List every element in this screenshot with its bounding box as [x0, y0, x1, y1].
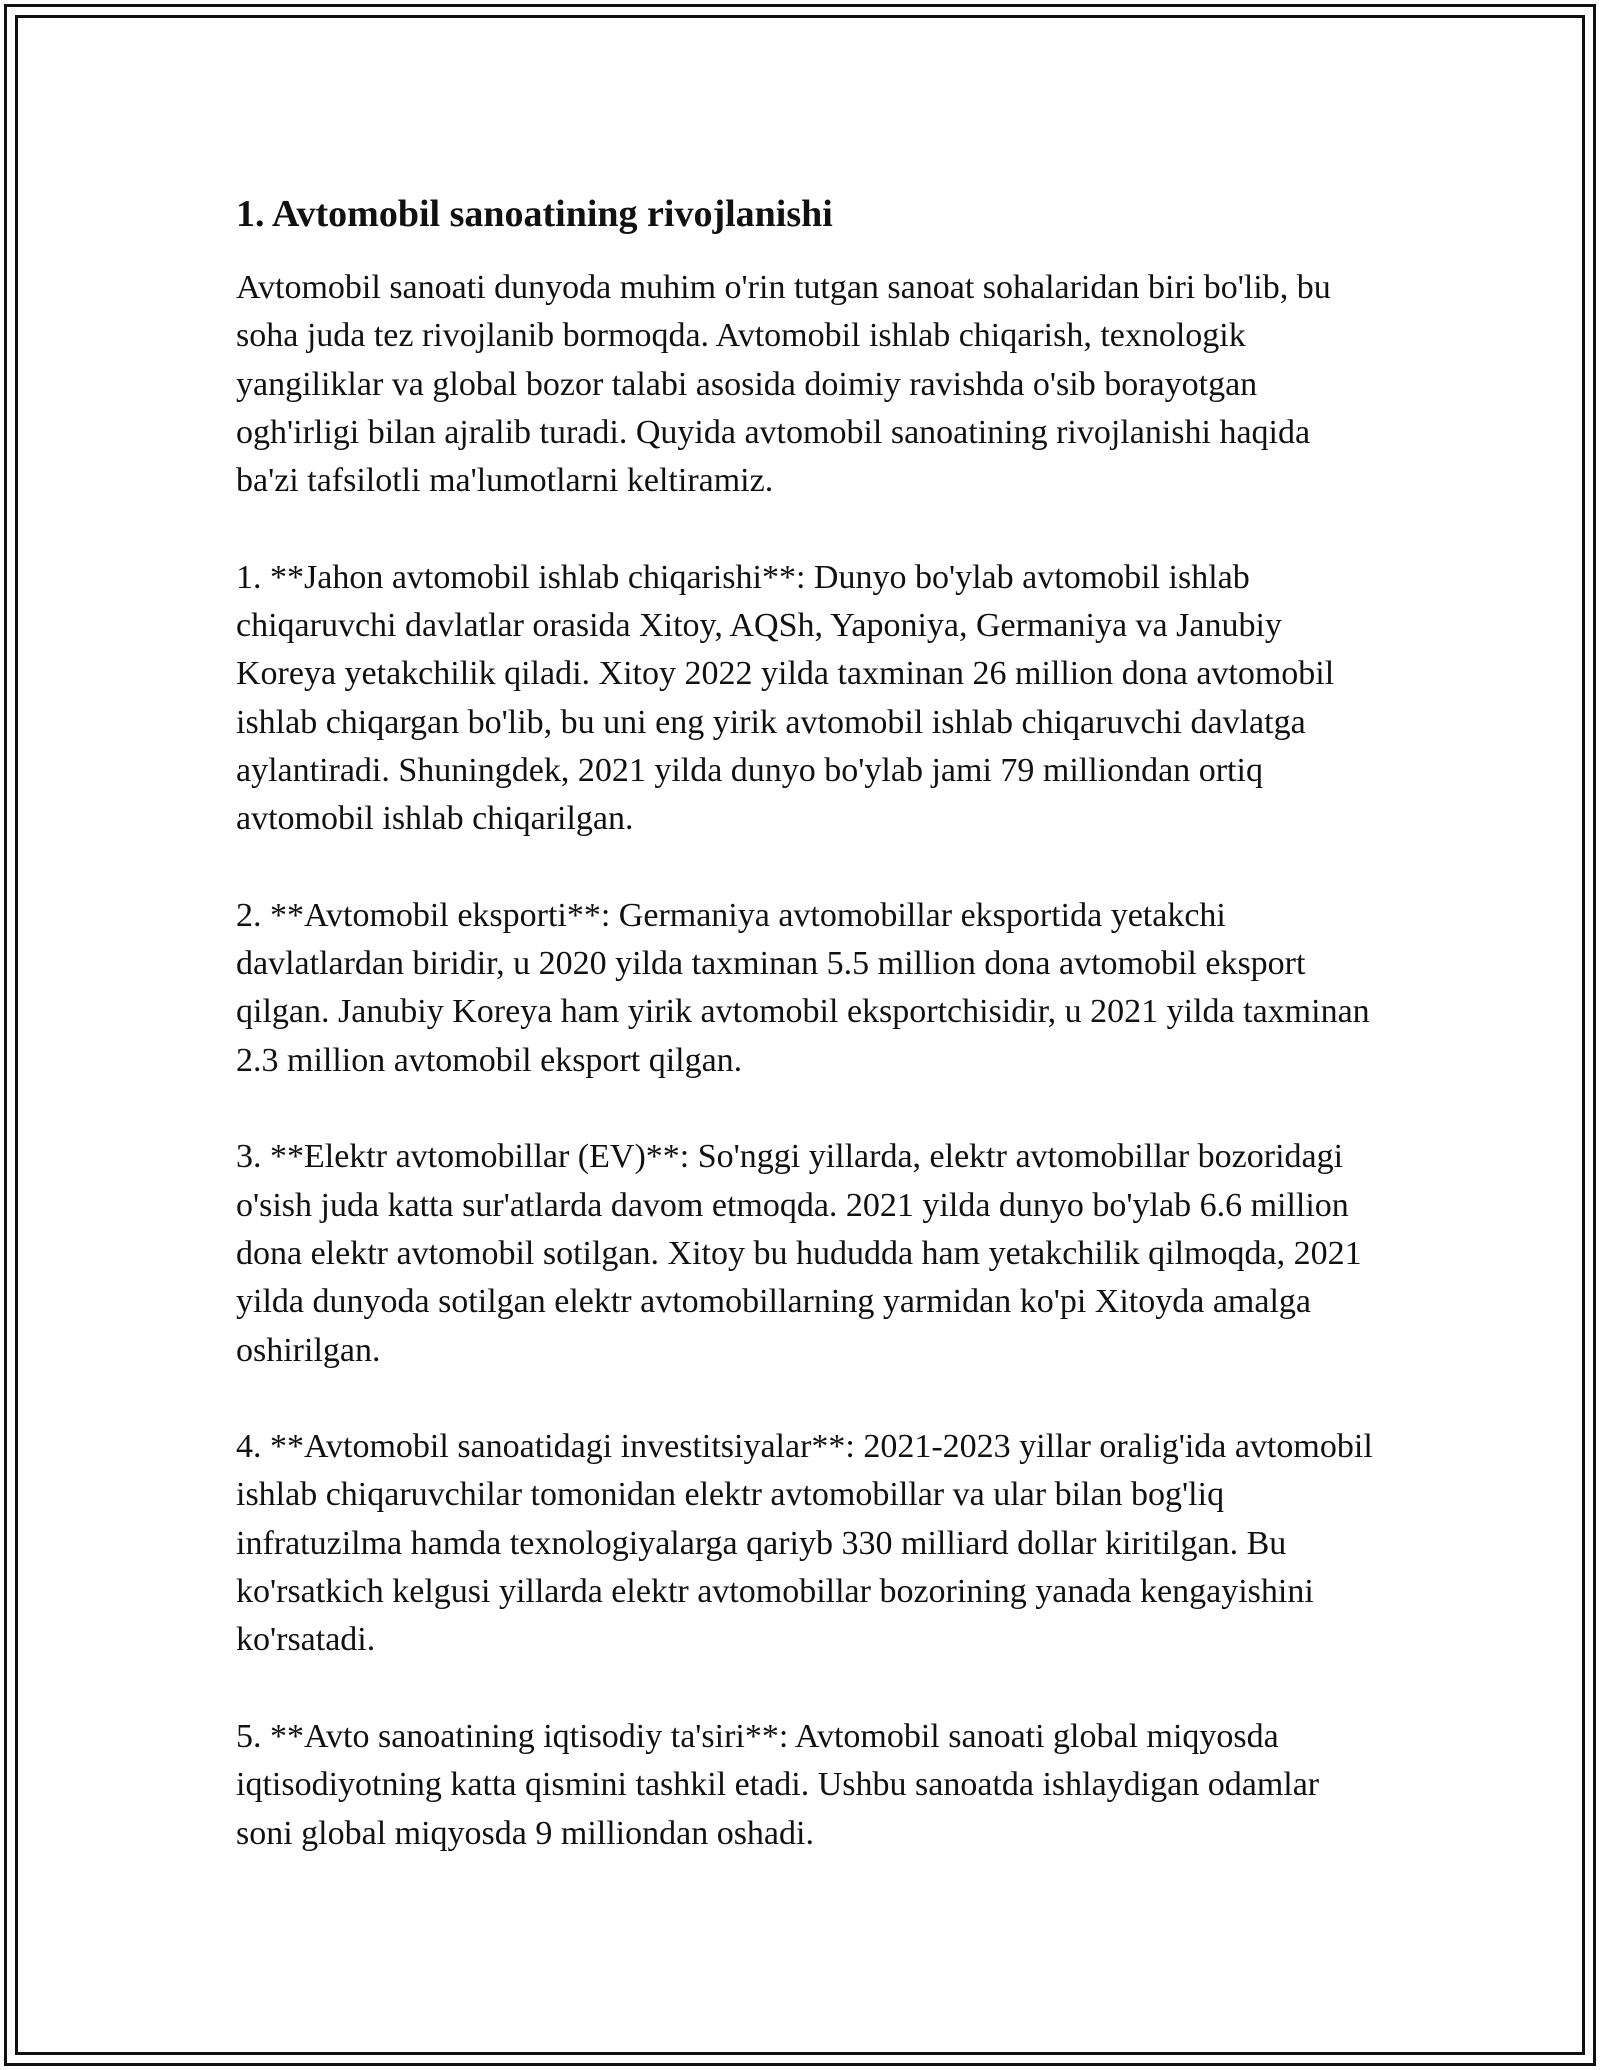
document-body [236, 186, 1376, 1858]
paragraph-export: 2. **Avtomobil eksporti**: Germaniya avtomobillar eksportida yetakchi davlatlardan biridir, u 2020 yilda taxminan 5.5 million dona avtomobil eksport qilgan. Janubiy Koreya ham yirik avtomobil eksportchisidir, u 2021 yilda taxminan 2.3 million avtomobil eksport qilgan. [236, 896, 1370, 1079]
document-title: 1. Avtomobil sanoatining rivojlanishi [236, 193, 833, 235]
paragraph-economic-impact: 5. **Avto sanoatining iqtisodiy ta'siri**: Avtomobil sanoati global miqyosda iqtisodiyotning katta qismini tashkil etadi. Ushbu sanoatda ishlaydigan odamlar soni global miqyosda 9 milliondan oshadi. [236, 1717, 1320, 1852]
paragraph-investments: 4. **Avtomobil sanoatidagi investitsiyalar**: 2021-2023 yillar oralig'ida avtomobil ishlab chiqaruvchilar tomonidan elektr avtomobillar va ular bilan bog'liq infratuzilma hamda texnologiyalarga qariyb 330 milliard dollar kiritilgan. Bu ko'rsatkich kelgusi yillarda elektr avtomobillar bozorining yanada kengayishini ko'rsatadi. [236, 1428, 1373, 1659]
paragraph-electric-vehicles: 3. **Elektr avtomobillar (EV)**: So'nggi yillarda, elektr avtomobillar bozoridagi o'sish juda katta sur'atlarda davom etmoqda. 2021 yilda dunyo bo'ylab 6.6 million dona elektr avtomobil sotilgan. Xitoy bu hududda ham yetakchilik qilmoqda, 2021 yilda dunyoda sotilgan elektr avtomobillarning yarmidan ko'pi Xitoyda amalga oshirilgan. [236, 1138, 1362, 1369]
paragraph-intro: Avtomobil sanoati dunyoda muhim o'rin tutgan sanoat sohalaridan biri bo'lib, bu soha juda tez rivojlanib bormoqda. Avtomobil ishlab chiqarish, texnologik yangiliklar va global bozor talabi asosida doimiy ravishda o'sib borayotgan ogh'irligi bilan ajralib turadi. Quyida avtomobil sanoatining rivojlanishi haqida ba'zi tafsilotli ma'lumotlarni keltiramiz. [236, 269, 1331, 500]
paragraph-world-production: 1. **Jahon avtomobil ishlab chiqarishi**: Dunyo bo'ylab avtomobil ishlab chiqaruvchi davlatlar orasida Xitoy, AQSh, Yaponiya, Germaniya va Janubiy Koreya yetakchilik qiladi. Xitoy 2022 yilda taxminan 26 million dona avtomobil ishlab chiqargan bo'lib, bu uni eng yirik avtomobil ishlab chiqaruvchi davlatga aylantiradi. Shuningdek, 2021 yilda dunyo bo'ylab jami 79 milliondan ortiq avtomobil ishlab chiqarilgan. [236, 558, 1335, 838]
